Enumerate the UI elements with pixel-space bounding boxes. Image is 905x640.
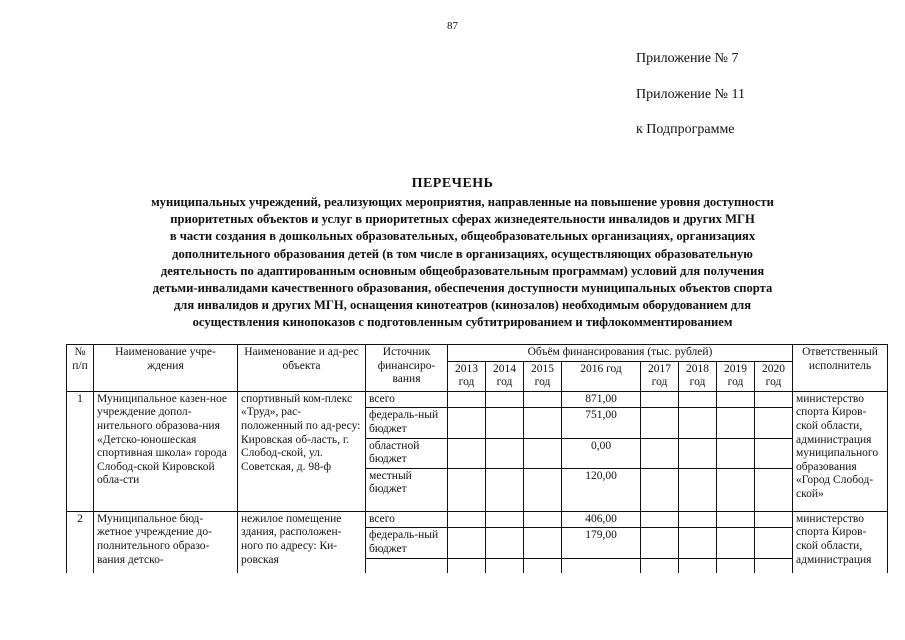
- row-value-2016: 120,00: [562, 468, 641, 511]
- header-executor: Ответственный исполнитель: [793, 345, 888, 392]
- table-header-row: [67, 345, 888, 362]
- row-executor: министерство спорта Киров-ской области, администрация муниципального образования «Город Слобод-ской»: [793, 391, 888, 511]
- header-year: 2019 год: [717, 361, 755, 391]
- row-value-2016: 406,00: [562, 511, 641, 528]
- subtitle-line: в части создания в дошкольных образовательных, общеобразовательных организациях, организациях: [169, 229, 756, 244]
- row-institution: Муниципальное бюд-жетное учреждение до-полнительного образо-вания детско-: [94, 511, 238, 591]
- row-value-2016: 0,00: [562, 438, 641, 468]
- appendix-line-1: Приложение № 7: [636, 51, 739, 66]
- subtitle-line: детьми-инвалидами качественного образования, обеспечения доступности муниципальных объектов спорта: [152, 281, 773, 296]
- table-row: [67, 391, 888, 408]
- row-institution: Муниципальное казен-ное учреждение допол-нительного образова-ния «Детско-юношеская спортивная школа» города Слобод-ской Кировской обла-сти: [94, 391, 238, 511]
- row-value-2016: 871,00: [562, 391, 641, 408]
- header-object: Наименование и ад-рес объекта: [238, 345, 366, 392]
- header-funding-group: Объём финансирования (тыс. рублей): [448, 345, 793, 362]
- header-year: 2016 год: [562, 361, 641, 391]
- header-year: 2017 год: [641, 361, 679, 391]
- header-year: 2013 год: [448, 361, 486, 391]
- row-num: 2: [67, 511, 94, 591]
- header-num: № п/п: [67, 345, 94, 392]
- header-year: 2014 год: [486, 361, 524, 391]
- subtitle-line: деятельность по адаптированным основным общеобразовательным программам) условий для получения: [160, 263, 765, 278]
- header-source: Источник финансиро-вания: [366, 345, 448, 392]
- header-institution: Наименование учре-ждения: [94, 345, 238, 392]
- row-source: федераль-ный бюджет: [366, 408, 448, 438]
- subtitle-line: муниципальных учреждений, реализующих мероприятия, направленные на повышение уровня доступности: [151, 195, 774, 209]
- document-title: ПЕРЕЧЕНЬ: [411, 176, 494, 191]
- row-num: 1: [67, 391, 94, 511]
- subtitle-line: дополнительного образования детей (в том числе в организациях, осуществляющих образовательную: [172, 246, 753, 261]
- row-value-2016: 179,00: [562, 528, 641, 558]
- row-value-2016: 751,00: [562, 408, 641, 438]
- header-year: 2018 год: [679, 361, 717, 391]
- header-year: 2020 год: [755, 361, 793, 391]
- row-source: местный бюджет: [366, 468, 448, 511]
- header-year: 2015 год: [524, 361, 562, 391]
- row-source: областной бюджет: [366, 438, 448, 468]
- subtitle-line: для инвалидов и других МГН, оснащения кинотеатров (кинозалов) необходимым оборудованием для: [173, 298, 752, 313]
- subtitle-line: осуществления кинопоказов с подготовленным субтитрированием и тифлокомментированием: [192, 315, 733, 330]
- row-source: федераль-ный бюджет: [366, 528, 448, 558]
- appendix-line-3: к Подпрограмме: [636, 122, 735, 137]
- document-subtitle: [70, 194, 855, 332]
- row-source: всего: [366, 511, 448, 528]
- row-source: всего: [366, 391, 448, 408]
- funding-table: [66, 344, 888, 592]
- row-object: спортивный ком-плекс «Труд», рас-положенный по ад-ресу: Кировская об-ласть, г. Слобод-ской, ул. Советская, д. 98-ф: [238, 391, 366, 511]
- page-cutoff: [0, 573, 905, 640]
- row-object: нежилое помещение здания, расположен-ного по адресу: Ки-ровская: [238, 511, 366, 591]
- subtitle-line: приоритетных объектов и услуг в приоритетных сферах жизнедеятельности инвалидов и других МГН: [170, 212, 755, 227]
- appendix-line-2: Приложение № 11: [636, 87, 745, 102]
- table-row: [67, 511, 888, 528]
- page-number: 87: [447, 20, 458, 32]
- row-executor: министерство спорта Киров-ской области, администрация: [793, 511, 888, 591]
